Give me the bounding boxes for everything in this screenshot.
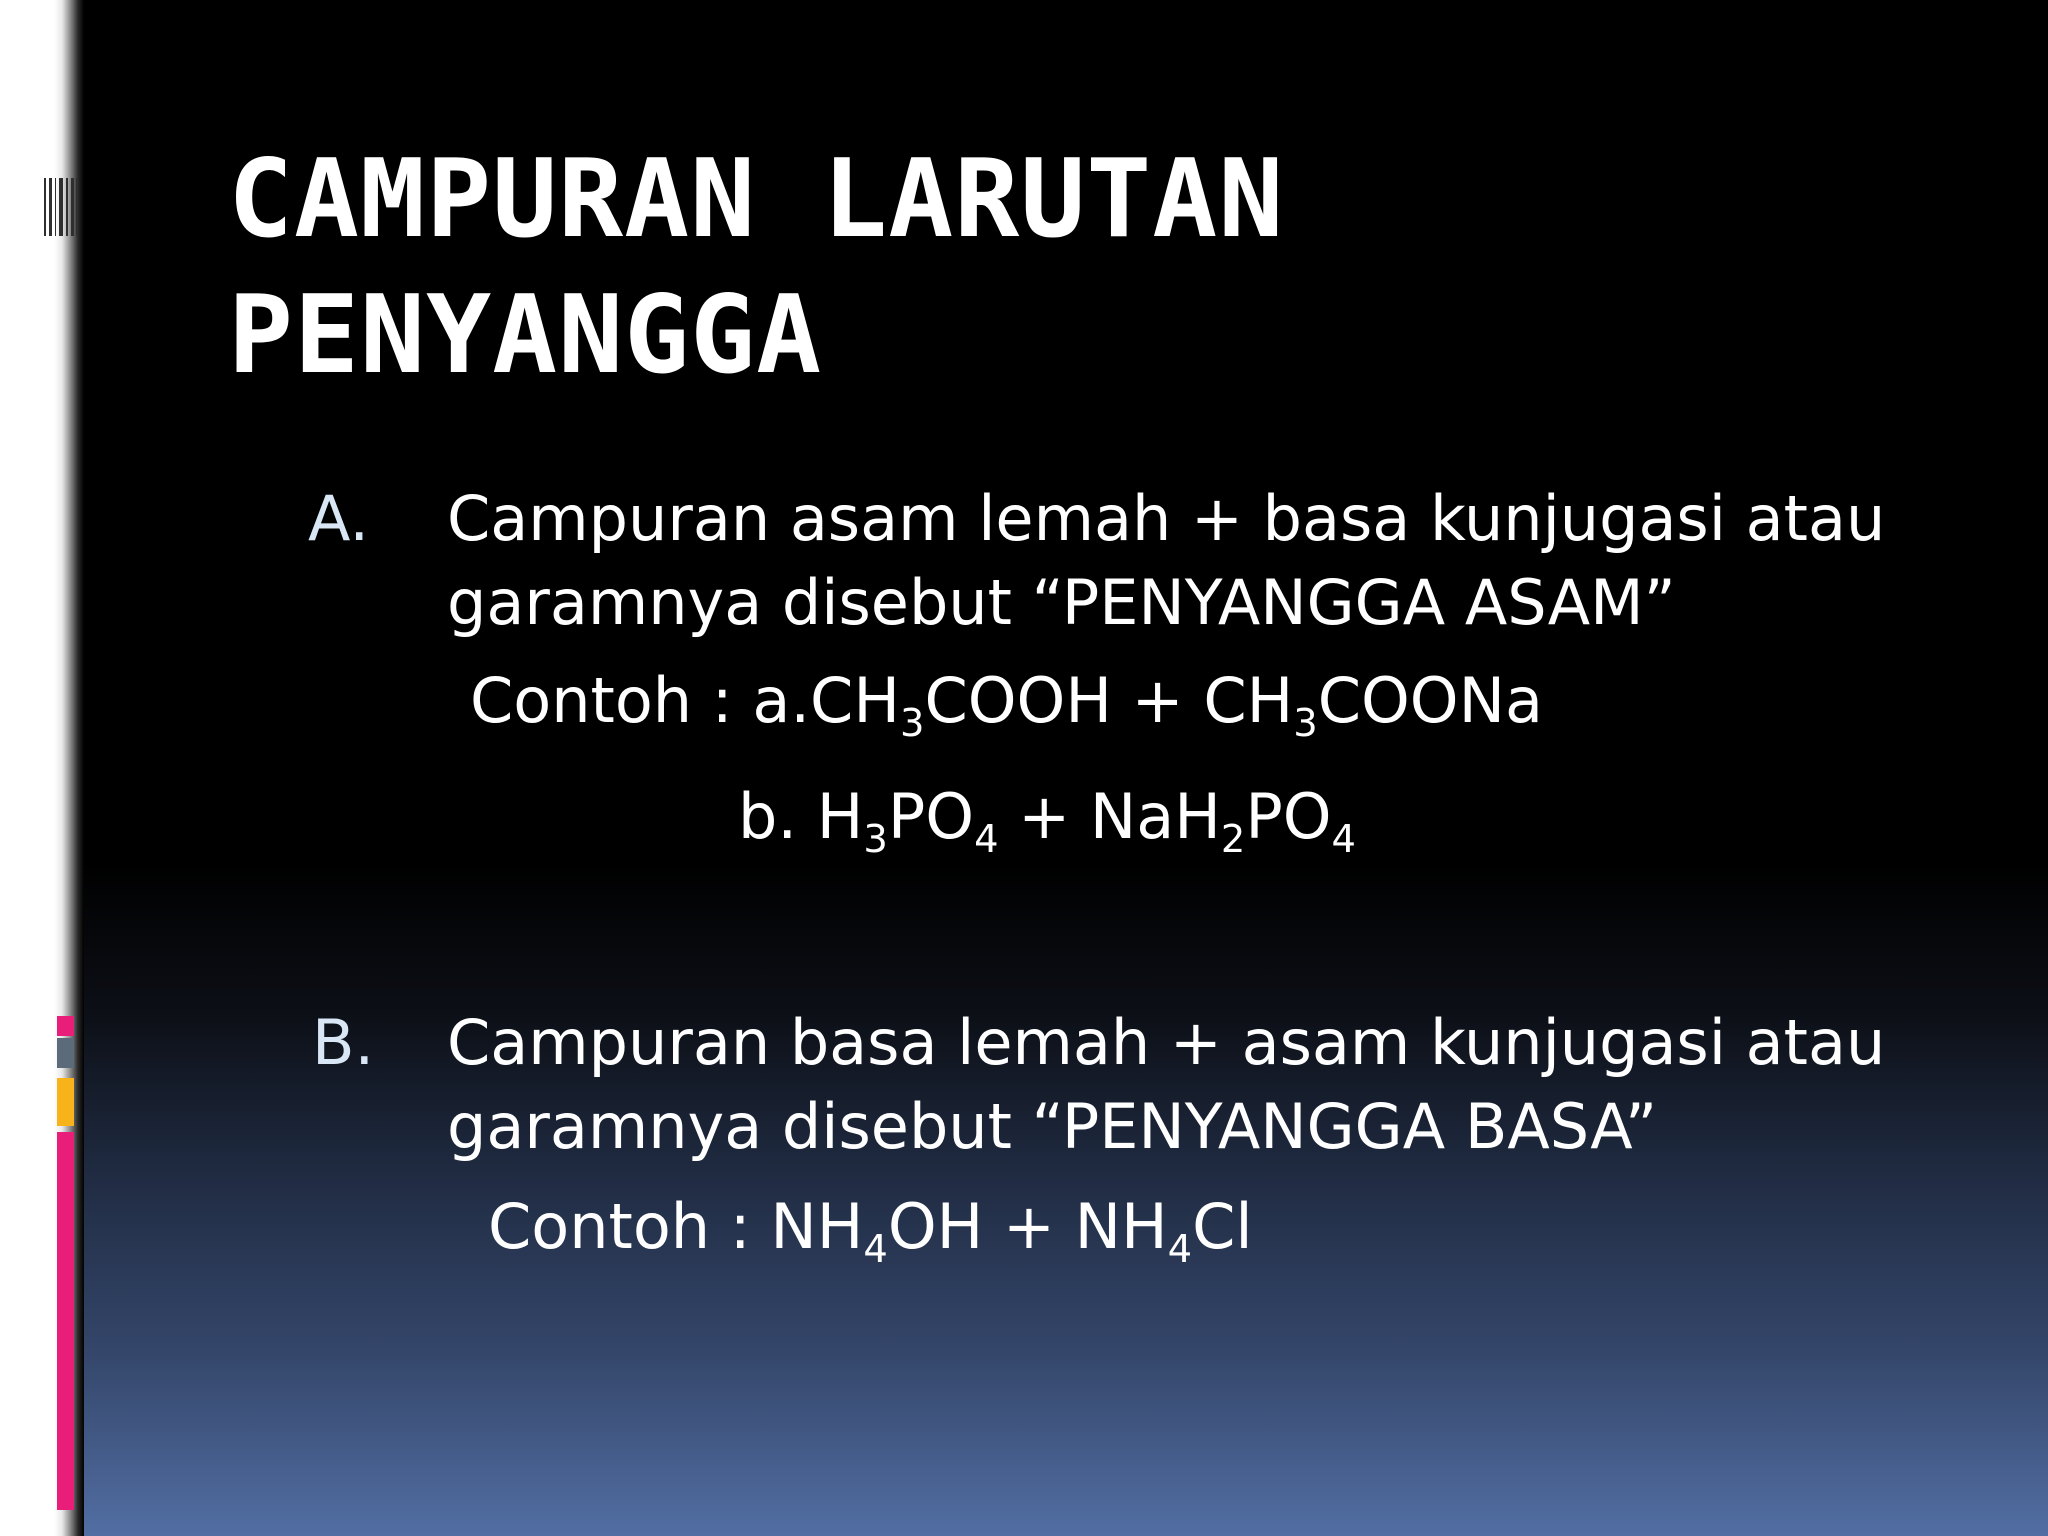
pink-bar-long: [57, 1132, 74, 1510]
item-a-marker: A.: [308, 482, 370, 555]
pink-bar-small: [57, 1016, 74, 1036]
gray-bar: [57, 1038, 74, 1068]
item-b-example-1: Contoh : $NH_4OH + NH_4Cl$: [488, 1190, 1253, 1272]
item-b-line-1: Campuran basa lemah + asam kunjugasi atau: [447, 1006, 1886, 1079]
item-a-line-2: garamnya disebut “PENYANGGA ASAM”: [447, 566, 1676, 639]
item-a-example-1: Contoh : $a.CH_3COOH$ + $CH_3COONa$: [470, 664, 1543, 746]
slide-title-line-2: PENYANGGA: [228, 273, 823, 398]
item-a-example-2: b. $H_3PO_4 + NaH_2PO_4$: [738, 780, 1356, 862]
slide-title: [228, 132, 1284, 404]
orange-bar: [57, 1078, 74, 1126]
barcode-decoration: [44, 178, 79, 236]
item-a-line-1: Campuran asam lemah + basa kunjugasi atau: [447, 482, 1886, 555]
item-b-marker: B.: [312, 1006, 375, 1079]
item-b-line-2: garamnya disebut “PENYANGGA BASA”: [447, 1090, 1658, 1163]
slide-title-line-1: CAMPURAN LARUTAN: [228, 137, 1285, 262]
